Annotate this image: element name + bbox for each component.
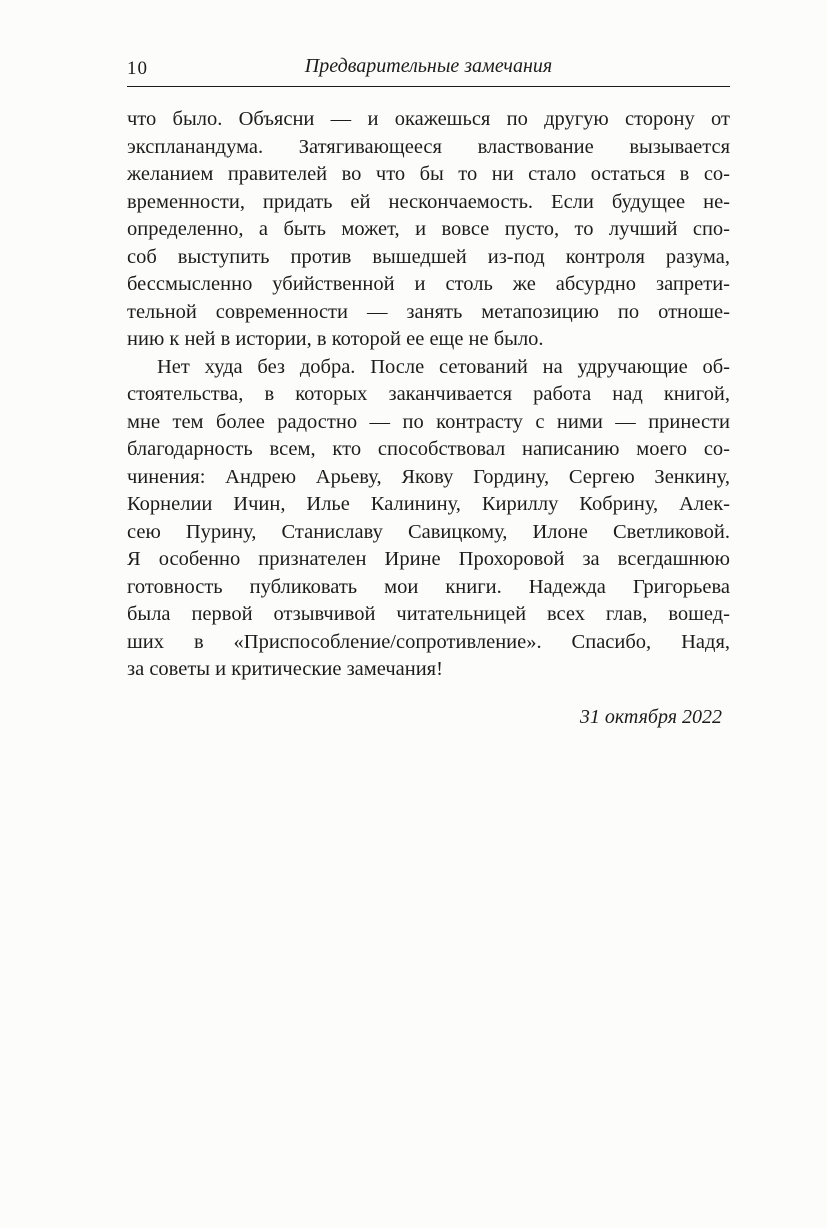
text-line: Корнелии Ичин, Илье Калинину, Кириллу Кобрину, Алек- [127,493,730,515]
text-line: желанием правителей во что бы то ни стало остаться в со- [127,163,730,185]
text-line: чинения: Андрею Арьеву, Якову Гордину, Сергею Зенкину, [127,465,730,488]
text-line: бессмысленно убийственной и столь же абсурдно запрети- [127,273,730,295]
text-line: Нет худа без добра. После сетований на удручающие об- [157,355,730,378]
text-line: за советы и критические замечания! [127,658,443,680]
paragraph [127,106,730,354]
text-line: временности, придать ей нескончаемость. Если будущее не- [127,190,730,213]
text-line: сею Пурину, Станиславу Савицкому, Илоне Светликовой. [127,520,730,543]
text-line: ших в «Приспособление/сопротивление». Спасибо, Надя, [127,630,730,653]
header-rule [127,86,730,87]
date-line: 31 октября 2022 [579,706,722,728]
text-line: мне тем более радостно — по контрасту с ними — принести [127,410,730,433]
text-line: определенно, а быть может, и вовсе пусто, то лучший спо- [127,218,730,240]
text-line: соб выступить против вышедшей из-под контроля разума, [127,245,730,268]
page-number: 10 [127,58,148,79]
text-line: стоятельства, в которых заканчивается работа над книгой, [127,383,730,405]
text-line: Я особенно признателен Ирине Прохоровой за всегдашнюю [127,548,730,570]
running-head: Предварительные замечания [304,55,553,77]
text-line: экспланандума. Затягивающееся властвование вызывается [127,135,730,158]
text-line: нию к ней в истории, в которой ее еще не было. [127,328,544,350]
paragraph [127,354,730,684]
page-header [127,55,730,83]
text-line: тельной современности — занять метапозицию по отноше- [127,300,730,323]
text-line: была первой отзывчивой читательницей всех глав, вошед- [127,603,730,625]
page-body [127,106,730,684]
text-line: готовность публиковать мои книги. Надежда Григорьева [127,575,730,598]
text-line: благодарность всем, кто способствовал написанию моего со- [127,438,730,460]
text-line: что было. Объясни — и окажешься по другую сторону от [127,108,730,130]
